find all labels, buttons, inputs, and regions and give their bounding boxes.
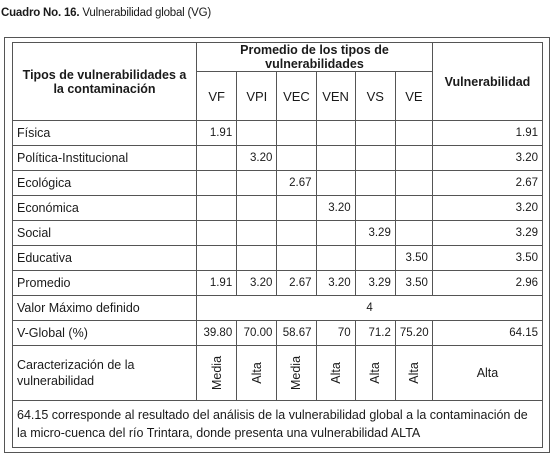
- row-label: Educativa: [13, 246, 197, 271]
- table-cell: [355, 171, 395, 196]
- table-cell: 2.67: [277, 171, 316, 196]
- table-cell: [237, 221, 277, 246]
- table-cell: 3.20: [237, 271, 277, 296]
- row-total: 1.91: [432, 121, 542, 146]
- table-cell: [197, 171, 237, 196]
- table-cell: [197, 221, 237, 246]
- table-cell: 58.67: [277, 321, 316, 346]
- caption-title: Vulnerabilidad global (VG): [82, 7, 211, 19]
- table-cell: 70.00: [237, 321, 277, 346]
- table-cell: [316, 221, 355, 246]
- subheader-vec: VEC: [277, 72, 316, 121]
- table-caption: [1, 7, 211, 19]
- row-label: Física: [13, 121, 197, 146]
- table-cell: 75.20: [395, 321, 432, 346]
- table-cell: [277, 346, 316, 401]
- table-cell: [277, 246, 316, 271]
- table-row: [13, 171, 543, 196]
- row-total: 2.96: [432, 271, 542, 296]
- table-cell: [395, 346, 432, 401]
- table-row: [13, 121, 543, 146]
- table-row: [13, 246, 543, 271]
- vertical-label: Alta: [368, 362, 383, 384]
- row-label: Social: [13, 221, 197, 246]
- table-cell: [197, 246, 237, 271]
- table-cell: [197, 346, 237, 401]
- max-value: 4: [197, 296, 543, 321]
- table-cell: [316, 121, 355, 146]
- header-types: Tipos de vulnerabilidades a la contaminación: [13, 43, 197, 121]
- table-cell: [197, 196, 237, 221]
- table-cell: [355, 346, 395, 401]
- row-total: 3.20: [432, 196, 542, 221]
- table-cell: 3.20: [237, 146, 277, 171]
- table-row: [13, 196, 543, 221]
- subheader-ve: VE: [395, 72, 432, 121]
- table-cell: [316, 146, 355, 171]
- note-row: [13, 401, 543, 448]
- row-label: Ecológica: [13, 171, 197, 196]
- table-row: [13, 271, 543, 296]
- subheader-vf: VF: [197, 72, 237, 121]
- row-label: Caracterización de la vulnerabilidad: [13, 346, 197, 401]
- row-total: 3.50: [432, 246, 542, 271]
- table-cell: [395, 221, 432, 246]
- table-cell: 39.80: [197, 321, 237, 346]
- table-cell: 2.67: [277, 271, 316, 296]
- row-total: 2.67: [432, 171, 542, 196]
- row-label: V-Global (%): [13, 321, 197, 346]
- table-cell: 3.29: [355, 221, 395, 246]
- table-cell: [237, 246, 277, 271]
- table-cell: 71.2: [355, 321, 395, 346]
- table-cell: [395, 196, 432, 221]
- vertical-label: Alta: [406, 362, 421, 384]
- table-cell: 3.20: [316, 271, 355, 296]
- table-cell: [316, 171, 355, 196]
- table-cell: [316, 346, 355, 401]
- table-cell: [277, 146, 316, 171]
- table-cell: [277, 196, 316, 221]
- vulnerability-table: [12, 42, 543, 448]
- table-cell: [355, 121, 395, 146]
- table-note: 64.15 corresponde al resultado del análisis de la vulnerabilidad global a la contaminación de la micro-cuenca del río Trintara, donde presenta una vulnerabilidad ALTA: [13, 401, 543, 448]
- row-label: Política-Institucional: [13, 146, 197, 171]
- characterization-row: [13, 346, 543, 401]
- table-row: [13, 221, 543, 246]
- caption-number: Cuadro No. 16.: [1, 7, 80, 19]
- table-cell: [277, 221, 316, 246]
- global-row: [13, 321, 543, 346]
- row-total: Alta: [432, 346, 542, 401]
- table-cell: [316, 246, 355, 271]
- row-label: Promedio: [13, 271, 197, 296]
- header-vulnerability: Vulnerabilidad: [432, 43, 542, 121]
- table-cell: [355, 246, 395, 271]
- header-row: [13, 43, 543, 72]
- table-cell: [197, 146, 237, 171]
- subheader-ven: VEN: [316, 72, 355, 121]
- table-cell: [237, 171, 277, 196]
- row-label: Valor Máximo definido: [13, 296, 197, 321]
- row-total: 3.20: [432, 146, 542, 171]
- max-value-row: [13, 296, 543, 321]
- table-cell: 3.20: [316, 196, 355, 221]
- table-cell: [237, 196, 277, 221]
- vertical-label: Media: [209, 355, 224, 391]
- table-cell: [237, 121, 277, 146]
- vertical-label: Alta: [249, 362, 264, 384]
- subheader-vpi: VPI: [237, 72, 277, 121]
- table-cell: [237, 346, 277, 401]
- table-cell: [395, 121, 432, 146]
- table-cell: 1.91: [197, 121, 237, 146]
- row-total: 64.15: [432, 321, 542, 346]
- table-cell: [395, 146, 432, 171]
- table-cell: [277, 121, 316, 146]
- table-row: [13, 146, 543, 171]
- table-cell: 3.50: [395, 246, 432, 271]
- table-cell: 3.29: [355, 271, 395, 296]
- table-cell: 1.91: [197, 271, 237, 296]
- vertical-label: Media: [289, 355, 304, 391]
- table-cell: 70: [316, 321, 355, 346]
- row-label: Económica: [13, 196, 197, 221]
- vertical-label: Alta: [328, 362, 343, 384]
- table-cell: [355, 196, 395, 221]
- subheader-vs: VS: [355, 72, 395, 121]
- table-cell: [355, 146, 395, 171]
- row-total: 3.29: [432, 221, 542, 246]
- header-averages: Promedio de los tipos de vulnerabilidades: [197, 43, 433, 72]
- table-cell: 3.50: [395, 271, 432, 296]
- table-cell: [395, 171, 432, 196]
